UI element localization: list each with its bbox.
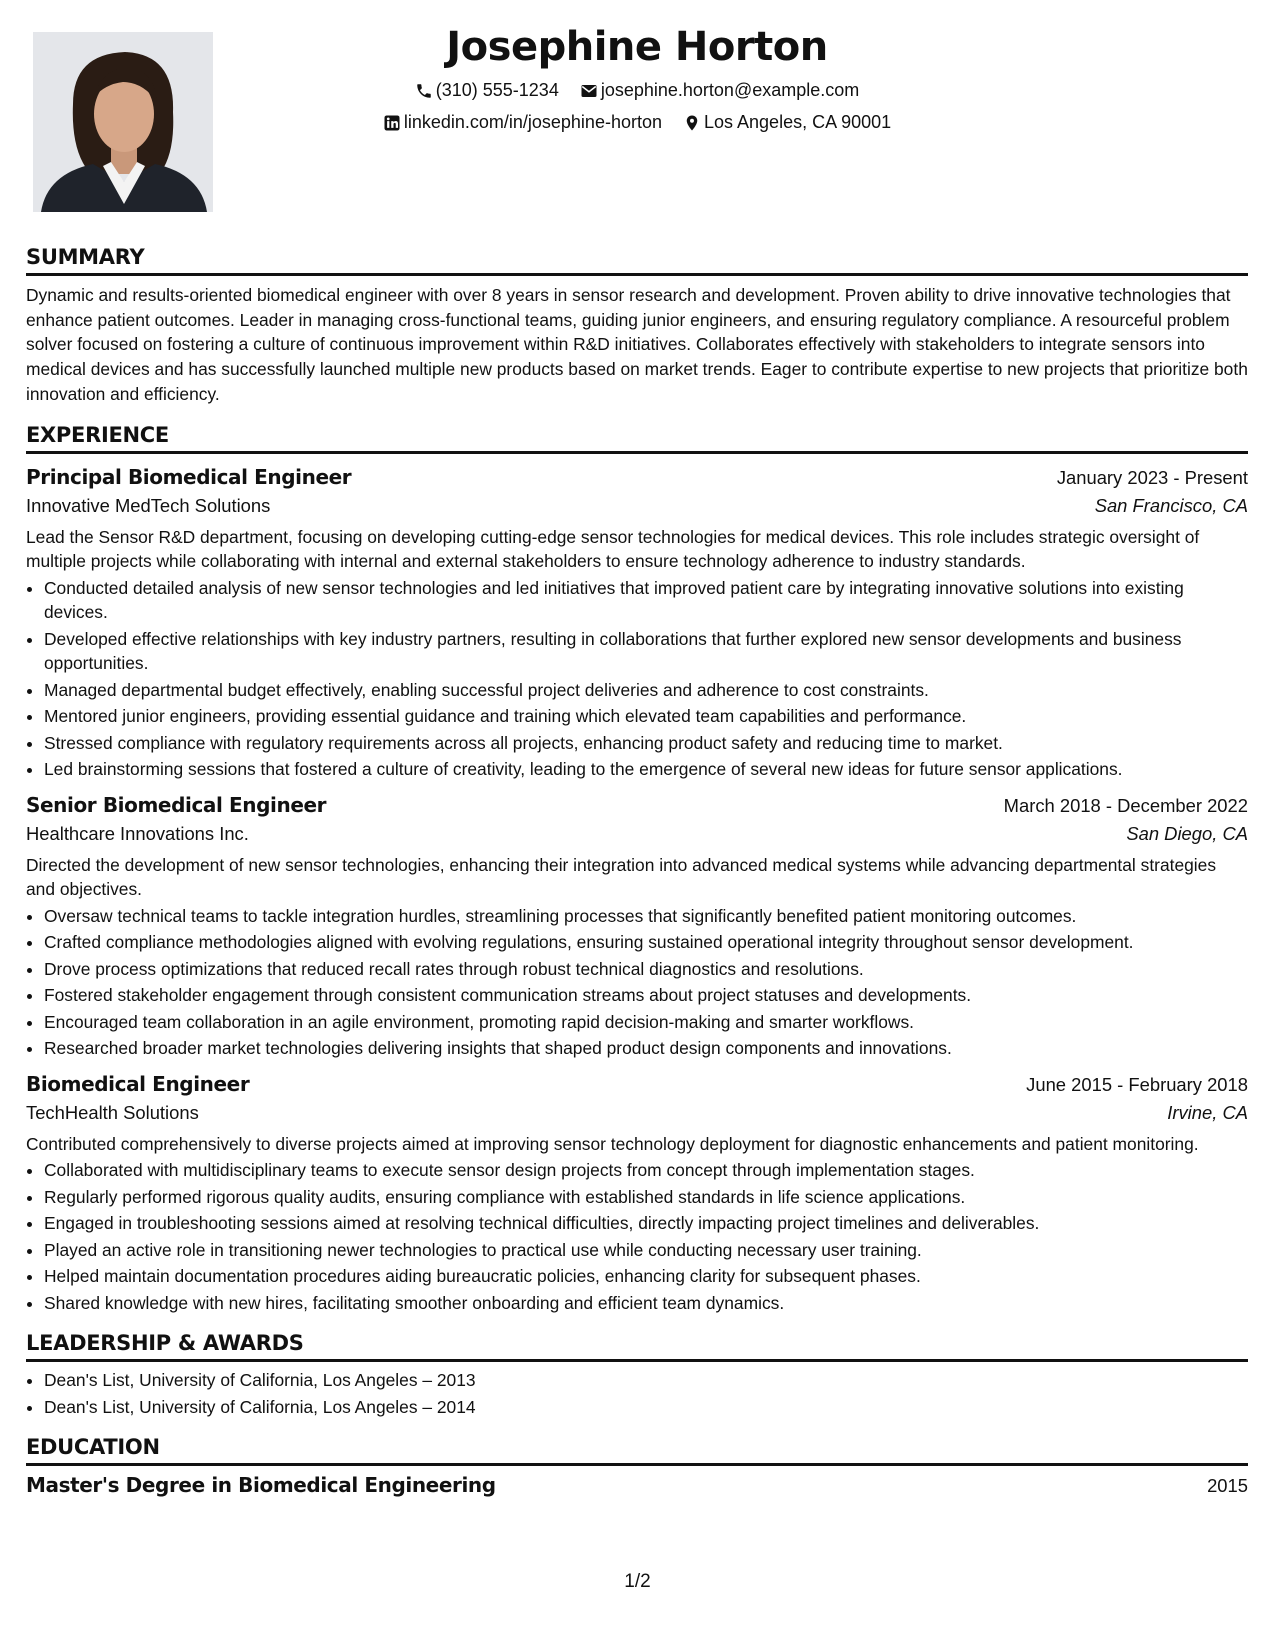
job-entry (26, 465, 1248, 782)
email-text: josephine.horton@example.com (600, 80, 860, 100)
linkedin-text: linkedin.com/in/josephine-horton (403, 112, 662, 132)
contact-row-secondary (26, 112, 1248, 137)
job-company: Innovative MedTech Solutions (26, 494, 271, 516)
experience-heading: EXPERIENCE (26, 423, 1248, 454)
job-company: Healthcare Innovations Inc. (26, 822, 249, 844)
list-item: • Crafted compliance methodologies aligned with evolving regulations, ensuring sustained operational integrity throughout sensor development. (44, 930, 1248, 955)
degree-year: 2015 (1207, 1475, 1248, 1497)
phone-text: (310) 555-1234 (435, 80, 559, 100)
education-entry (26, 1473, 1248, 1497)
job-title: Biomedical Engineer (26, 1071, 250, 1096)
resume-header (26, 24, 1248, 212)
job-company: TechHealth Solutions (26, 1101, 199, 1123)
job-description: Directed the development of new sensor technologies, enhancing their integration into advanced medical systems while advancing departmental strategies and objectives. (26, 854, 1217, 900)
list-item: • Mentored junior engineers, providing essential guidance and training which elevated team capabilities and performance. (44, 704, 1248, 729)
list-item: • Collaborated with multidisciplinary teams to execute sensor design projects from concept through implementation stages. (44, 1158, 1248, 1183)
resume-page (26, 24, 1248, 1498)
list-item: • Drove process optimizations that reduced recall rates through robust technical diagnostics and resolutions. (44, 957, 1248, 982)
list-item: • Developed effective relationships with key industry partners, resulting in collaborations that further explored new sensor developments and business opportunities. (44, 627, 1248, 676)
awards-list (26, 1368, 1248, 1419)
summary-text: Dynamic and results-oriented biomedical engineer with over 8 years in sensor research and development. Proven ability to drive innovative technologies that enhance patient outcomes. Leader in managing cross-functional teams, guiding junior engineers, and ensuring regulatory compliance. A resourceful problem solver focused on fostering a culture of continuous improvement within R&D initiatives. Collaborates effectively with stakeholders to integrate sensors into medical devices and has successfully launched multiple new products based on market trends. Eager to contribute expertise to new projects that prioritize both innovation and efficiency. (26, 285, 1248, 404)
list-item: • Led brainstorming sessions that fostered a culture of creativity, leading to the emergence of several new ideas for future sensor applications. (44, 757, 1248, 782)
list-item: • Helped maintain documentation procedures aiding bureaucratic policies, enhancing clarity for subsequent phases. (44, 1264, 1248, 1289)
job-title: Senior Biomedical Engineer (26, 792, 327, 817)
job-title: Principal Biomedical Engineer (26, 464, 352, 489)
linkedin-icon (383, 114, 401, 132)
list-item: • Dean's List, University of California, Los Angeles – 2013 (44, 1368, 1248, 1393)
job-dates: January 2023 - Present (1056, 466, 1248, 488)
list-item: • Stressed compliance with regulatory requirements across all projects, enhancing product safety and reducing time to market. (44, 731, 1248, 756)
contact-linkedin[interactable] (383, 112, 662, 133)
awards-heading: LEADERSHIP & AWARDS (26, 1331, 1248, 1362)
job-location: San Francisco, CA (1094, 494, 1248, 516)
list-item: • Regularly performed rigorous quality audits, ensuring compliance with established standards in life science applications. (44, 1185, 1248, 1210)
map-pin-icon (683, 114, 701, 132)
job-entry (26, 1072, 1248, 1316)
contact-row-primary (26, 80, 1248, 105)
contact-phone[interactable] (415, 80, 559, 101)
contact-email[interactable] (580, 80, 859, 101)
list-item: • Conducted detailed analysis of new sensor technologies and led initiatives that improved patient care by integrating innovative solutions into existing devices. (44, 576, 1248, 625)
list-item: • Encouraged team collaboration in an agile environment, promoting rapid decision-making and smarter workflows. (44, 1010, 1248, 1035)
degree-title: Master's Degree in Biomedical Engineering (26, 1473, 496, 1498)
list-item: • Shared knowledge with new hires, facilitating smoother onboarding and efficient team dynamics. (44, 1291, 1248, 1316)
job-bullets (26, 1158, 1248, 1315)
envelope-icon (580, 82, 598, 100)
page-number: 1/2 (624, 1571, 651, 1592)
job-description: Lead the Sensor R&D department, focusing on developing cutting-edge sensor technologies for medical devices. This role includes strategic oversight of multiple projects while collaborating with internal and external stakeholders to ensure technology adherence to industry standards. (26, 526, 1200, 572)
list-item: • Fostered stakeholder engagement through consistent communication streams about project statuses and developments. (44, 983, 1248, 1008)
job-dates: March 2018 - December 2022 (1003, 794, 1248, 816)
list-item: • Played an active role in transitioning newer technologies to practical use while conducting necessary user training. (44, 1238, 1248, 1263)
contact-location (683, 112, 891, 133)
candidate-name: Josephine Horton (446, 24, 828, 70)
job-bullets (26, 904, 1248, 1061)
job-location: San Diego, CA (1126, 822, 1248, 844)
phone-icon (415, 82, 433, 100)
job-dates: June 2015 - February 2018 (1026, 1073, 1248, 1095)
summary-heading: SUMMARY (26, 245, 1248, 276)
list-item: • Dean's List, University of California, Los Angeles – 2014 (44, 1395, 1248, 1420)
list-item: • Oversaw technical teams to tackle integration hurdles, streamlining processes that significantly benefited patient monitoring outcomes. (44, 904, 1248, 929)
job-description: Contributed comprehensively to diverse projects aimed at improving sensor technology deployment for diagnostic enhancements and patient monitoring. (26, 1133, 1199, 1154)
job-entry (26, 793, 1248, 1061)
job-location: Irvine, CA (1167, 1101, 1248, 1123)
location-text: Los Angeles, CA 90001 (704, 112, 892, 132)
job-bullets (26, 576, 1248, 782)
list-item: • Researched broader market technologies delivering insights that shaped product design components and innovations. (44, 1036, 1248, 1061)
list-item: • Managed departmental budget effectively, enabling successful project deliveries and adherence to cost constraints. (44, 678, 1248, 703)
list-item: • Engaged in troubleshooting sessions aimed at resolving technical difficulties, directly impacting project timelines and deliverables. (44, 1211, 1248, 1236)
education-heading: EDUCATION (26, 1435, 1248, 1466)
